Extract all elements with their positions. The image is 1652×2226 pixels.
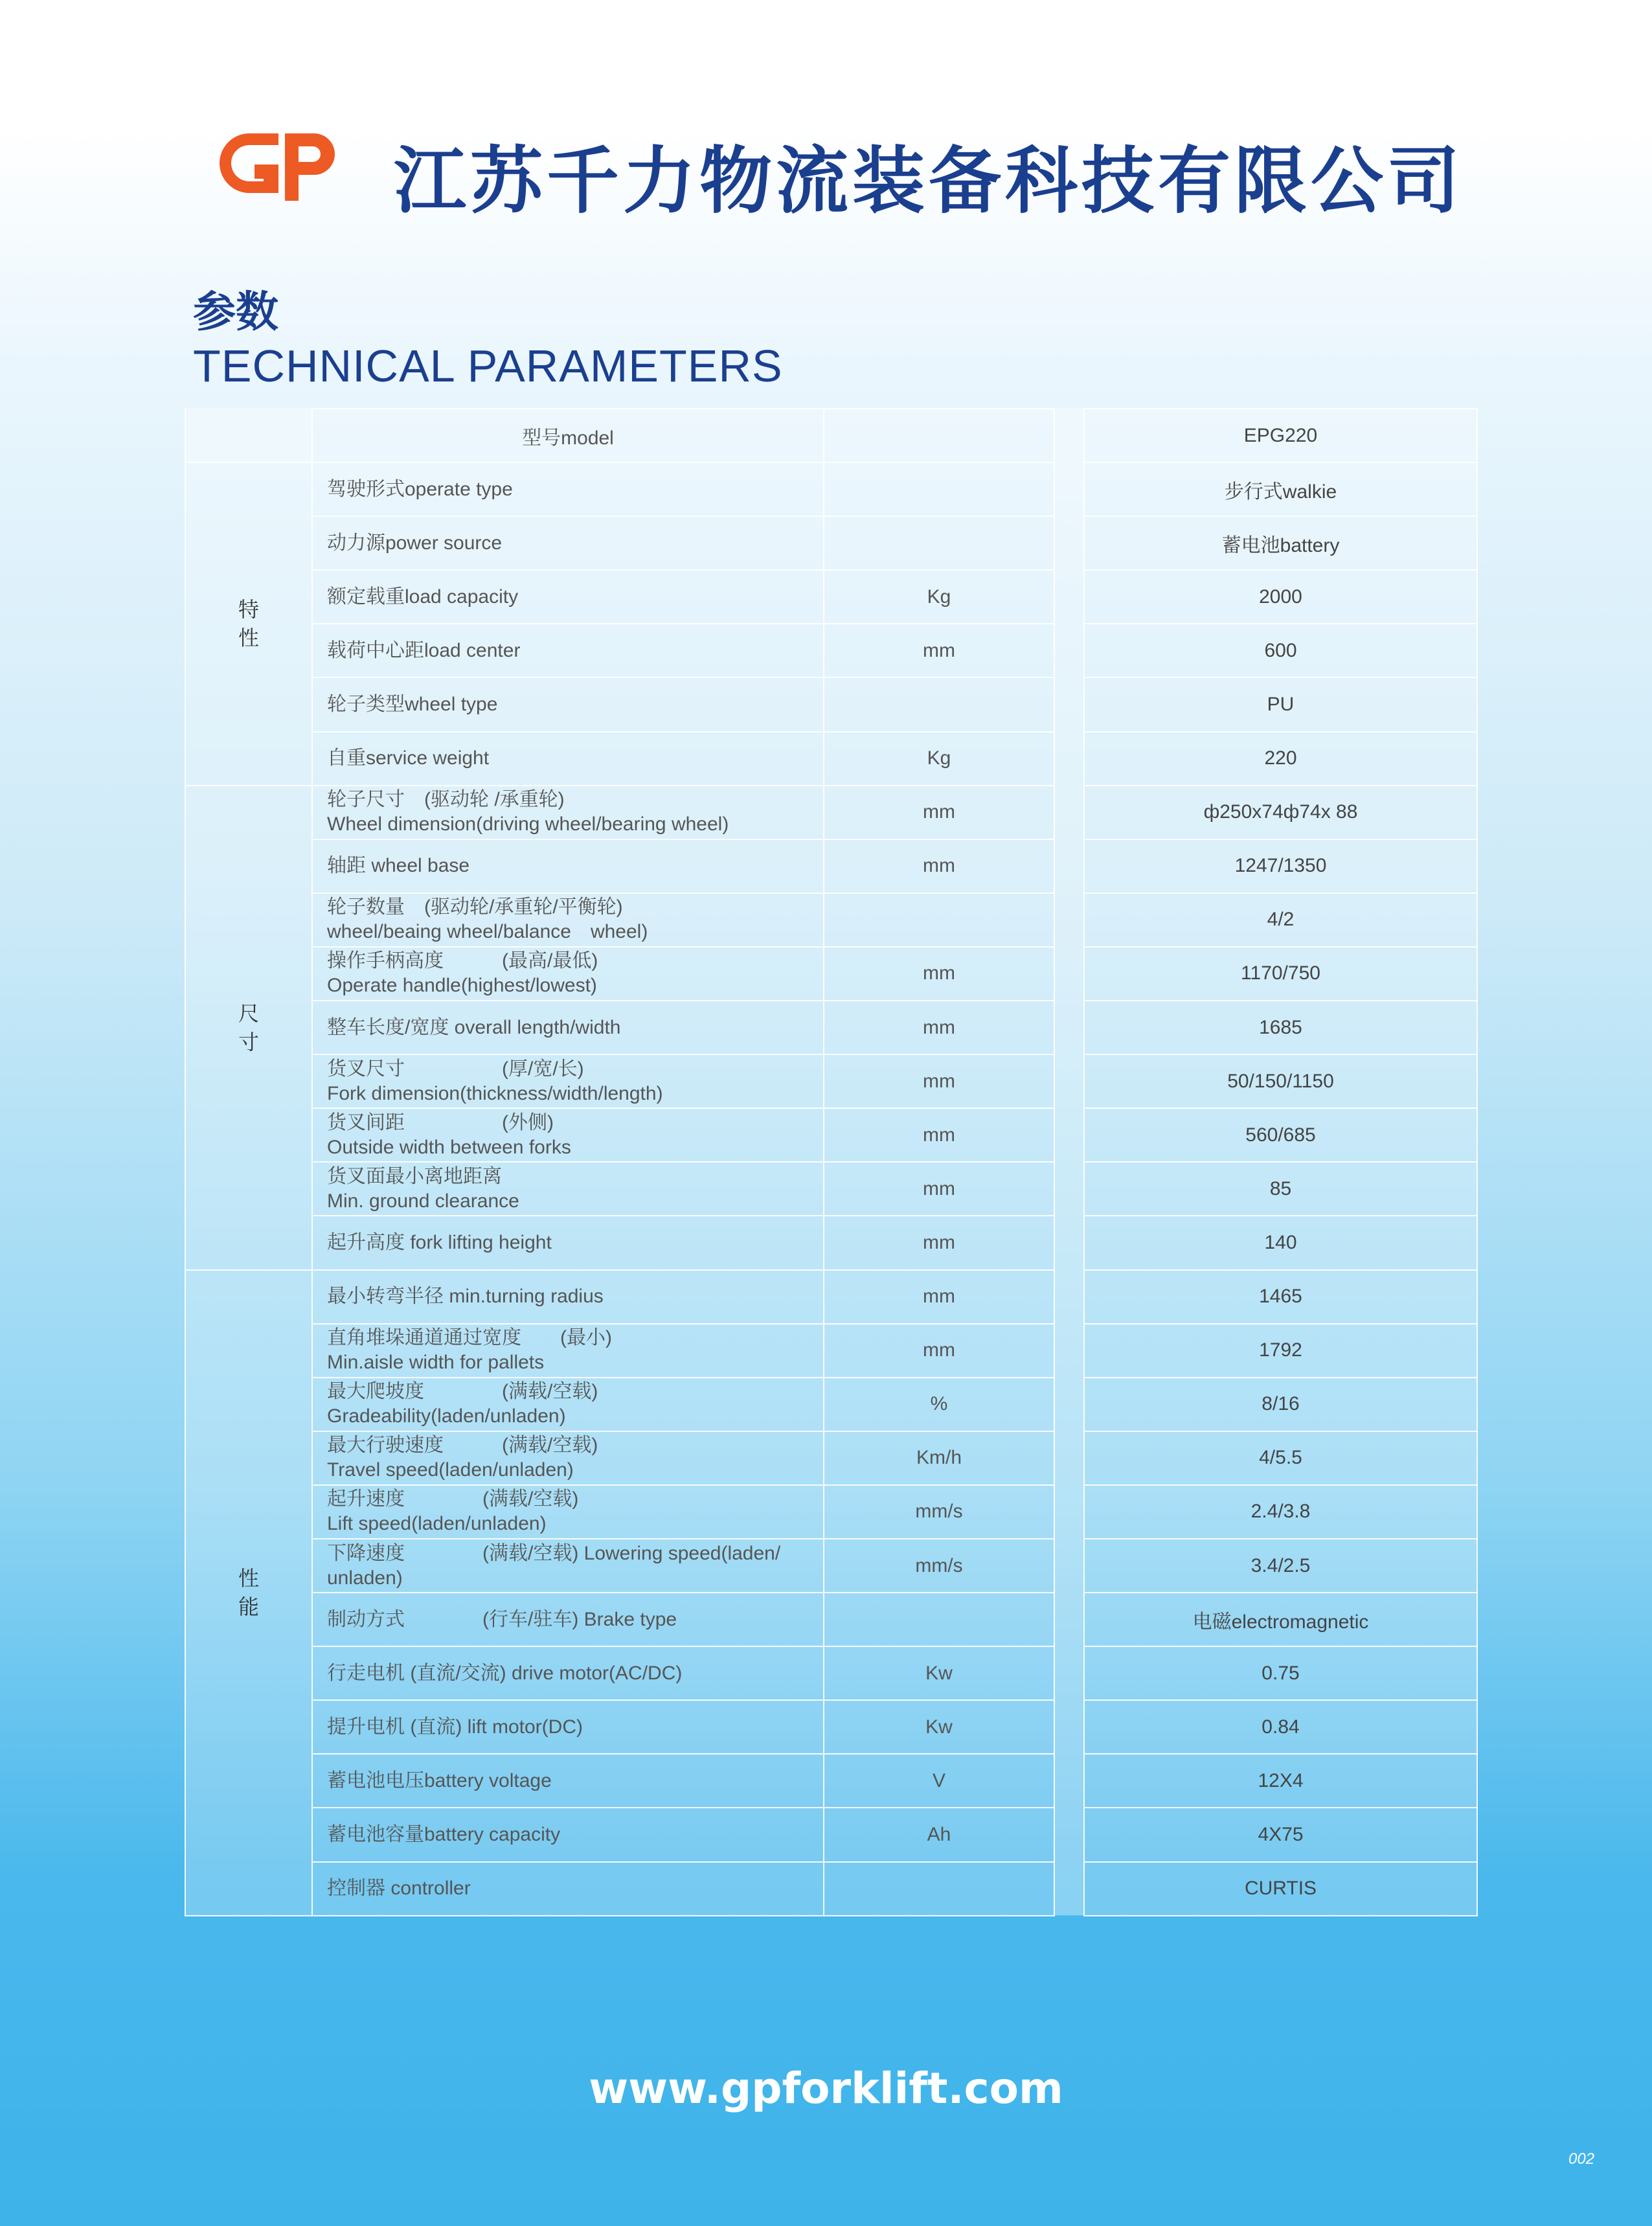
table-row	[185, 947, 1477, 1001]
unit-cell: mm	[824, 1324, 1054, 1378]
group-label: 性 能	[185, 1270, 312, 1916]
unit-cell: Kw	[824, 1700, 1054, 1754]
table-row	[185, 1700, 1477, 1754]
table-row	[185, 893, 1477, 947]
header-blank-cell	[185, 409, 312, 462]
unit-cell	[824, 893, 1054, 947]
spacer-cell	[1054, 1378, 1084, 1431]
value-cell: CURTIS	[1084, 1862, 1477, 1916]
table-row	[185, 839, 1477, 893]
spacer-cell	[1054, 516, 1084, 570]
param-cell: 载荷中心距load center	[312, 624, 824, 677]
value-cell: 600	[1084, 624, 1477, 677]
table-row	[185, 1431, 1477, 1485]
value-cell: 1465	[1084, 1270, 1477, 1324]
spacer-cell	[1054, 732, 1084, 786]
unit-cell: mm	[824, 1162, 1054, 1216]
spacer-cell	[1054, 1054, 1084, 1108]
table-row	[185, 1862, 1477, 1916]
unit-cell: V	[824, 1754, 1054, 1808]
param-cell: 操作手柄高度 (最高/最低) Operate handle(highest/lowest)	[312, 947, 824, 1001]
table-row	[185, 1108, 1477, 1162]
spacer-cell	[1054, 1808, 1084, 1861]
param-cell: 控制器 controller	[312, 1862, 824, 1916]
parameters-table	[185, 408, 1477, 1915]
table-row	[185, 677, 1477, 731]
param-cell: 自重service weight	[312, 732, 824, 786]
header-model-cell: EPG220	[1084, 409, 1477, 462]
value-cell: 140	[1084, 1216, 1477, 1269]
unit-cell	[824, 1862, 1054, 1916]
param-cell: 行走电机 (直流/交流) drive motor(AC/DC)	[312, 1646, 824, 1700]
heading-cn: 参数	[193, 287, 278, 337]
param-cell: 轮子类型wheel type	[312, 677, 824, 731]
param-cell: 轴距 wheel base	[312, 839, 824, 893]
spacer-cell	[1054, 839, 1084, 893]
param-cell: 整车长度/宽度 overall length/width	[312, 1001, 824, 1054]
unit-cell: %	[824, 1378, 1054, 1431]
spacer-cell	[1054, 1485, 1084, 1539]
spacer-cell	[1054, 893, 1084, 947]
param-cell: 起升速度 (满载/空载) Lift speed(laden/unladen)	[312, 1485, 824, 1539]
spacer-cell	[1054, 677, 1084, 731]
table-row	[185, 1270, 1477, 1324]
param-cell: 起升高度 fork lifting height	[312, 1216, 824, 1269]
spacer-cell	[1054, 1162, 1084, 1216]
unit-cell: Ah	[824, 1808, 1054, 1861]
unit-cell	[824, 1593, 1054, 1646]
table-row	[185, 1054, 1477, 1108]
spacer-cell	[1054, 1216, 1084, 1269]
table-row	[185, 732, 1477, 786]
unit-cell: mm	[824, 1216, 1054, 1269]
table-row	[185, 1324, 1477, 1378]
value-cell: 560/685	[1084, 1108, 1477, 1162]
value-cell: 1247/1350	[1084, 839, 1477, 893]
param-cell: 制动方式 (行车/驻车) Brake type	[312, 1593, 824, 1646]
value-cell: 电磁electromagnetic	[1084, 1593, 1477, 1646]
value-cell: 1792	[1084, 1324, 1477, 1378]
table-row	[185, 786, 1477, 839]
unit-cell	[824, 462, 1054, 516]
table-row	[185, 570, 1477, 624]
unit-cell: mm	[824, 624, 1054, 677]
table-row	[185, 1754, 1477, 1808]
unit-cell	[824, 677, 1054, 731]
spacer-cell	[1054, 570, 1084, 624]
unit-cell: mm	[824, 1270, 1054, 1324]
value-cell: 1685	[1084, 1001, 1477, 1054]
table-row	[185, 1216, 1477, 1269]
param-cell: 动力源power source	[312, 516, 824, 570]
unit-cell	[824, 516, 1054, 570]
table-row	[185, 1485, 1477, 1539]
param-cell: 额定载重load capacity	[312, 570, 824, 624]
unit-cell: Kw	[824, 1646, 1054, 1700]
unit-cell: mm/s	[824, 1539, 1054, 1593]
company-logo	[217, 128, 346, 206]
spacer-cell	[1054, 1754, 1084, 1808]
unit-cell: mm	[824, 1001, 1054, 1054]
unit-cell: mm	[824, 947, 1054, 1001]
table-row	[185, 516, 1477, 570]
spacer-cell	[1054, 1700, 1084, 1754]
value-cell: 步行式walkie	[1084, 462, 1477, 516]
spacer-cell	[1054, 1593, 1084, 1646]
page-number: 002	[1568, 2150, 1595, 2168]
spacer-cell	[1054, 1539, 1084, 1593]
group-label: 尺 寸	[185, 786, 312, 1270]
header-unit-cell	[824, 409, 1054, 462]
table-row	[185, 1539, 1477, 1593]
unit-cell: mm	[824, 1054, 1054, 1108]
param-cell: 驾驶形式operate type	[312, 462, 824, 516]
value-cell: 8/16	[1084, 1378, 1477, 1431]
spacer-cell	[1054, 1431, 1084, 1485]
table-row	[185, 1001, 1477, 1054]
value-cell: 4/2	[1084, 893, 1477, 947]
param-cell: 最小转弯半径 min.turning radius	[312, 1270, 824, 1324]
unit-cell: mm	[824, 1108, 1054, 1162]
spacer-cell	[1054, 1862, 1084, 1916]
value-cell: 2.4/3.8	[1084, 1485, 1477, 1539]
spacer-cell	[1054, 1324, 1084, 1378]
param-cell: 最大行驶速度 (满载/空载) Travel speed(laden/unladen)	[312, 1431, 824, 1485]
table-row	[185, 1162, 1477, 1216]
table-row	[185, 1808, 1477, 1861]
value-cell: ф250x74ф74x 88	[1084, 786, 1477, 839]
company-name: 江苏千力物流装备科技有限公司	[394, 139, 1464, 223]
header-param-cell: 型号model	[312, 409, 824, 462]
spacer-cell	[1054, 1646, 1084, 1700]
unit-cell: mm	[824, 839, 1054, 893]
unit-cell: Km/h	[824, 1431, 1054, 1485]
value-cell: 0.75	[1084, 1646, 1477, 1700]
value-cell: 4X75	[1084, 1808, 1477, 1861]
value-cell: 220	[1084, 732, 1477, 786]
value-cell: 4/5.5	[1084, 1431, 1477, 1485]
table-row	[185, 1646, 1477, 1700]
spacer-cell	[1054, 409, 1084, 462]
unit-cell: Kg	[824, 732, 1054, 786]
unit-cell: mm/s	[824, 1485, 1054, 1539]
spacer-cell	[1054, 1108, 1084, 1162]
value-cell: 蓄电池battery	[1084, 516, 1477, 570]
unit-cell: mm	[824, 786, 1054, 839]
value-cell: 12X4	[1084, 1754, 1477, 1808]
value-cell: 0.84	[1084, 1700, 1477, 1754]
param-cell: 直角堆垛通道通过宽度 (最小) Min.aisle width for pallets	[312, 1324, 824, 1378]
param-cell: 轮子数量 (驱动轮/承重轮/平衡轮) wheel/beaing wheel/balance wheel)	[312, 893, 824, 947]
param-cell: 蓄电池容量battery capacity	[312, 1808, 824, 1861]
table-row	[185, 1378, 1477, 1431]
value-cell: 3.4/2.5	[1084, 1539, 1477, 1593]
spacer-cell	[1054, 786, 1084, 839]
table-row	[185, 462, 1477, 516]
param-cell: 最大爬坡度 (满载/空载) Gradeability(laden/unladen)	[312, 1378, 824, 1431]
spacer-cell	[1054, 624, 1084, 677]
param-cell: 提升电机 (直流) lift motor(DC)	[312, 1700, 824, 1754]
table-row	[185, 1593, 1477, 1646]
value-cell: 1170/750	[1084, 947, 1477, 1001]
spacer-cell	[1054, 462, 1084, 516]
value-cell: 50/150/1150	[1084, 1054, 1477, 1108]
spacer-cell	[1054, 1270, 1084, 1324]
heading-en: TECHNICAL PARAMETERS	[193, 341, 783, 391]
value-cell: PU	[1084, 677, 1477, 731]
value-cell: 2000	[1084, 570, 1477, 624]
value-cell: 85	[1084, 1162, 1477, 1216]
table-header-row	[185, 409, 1477, 462]
spacer-cell	[1054, 1001, 1084, 1054]
website-url: www.gpforklift.com	[589, 2063, 1063, 2113]
group-label: 特 性	[185, 462, 312, 786]
param-cell: 货叉面最小离地距离 Min. ground clearance	[312, 1162, 824, 1216]
param-cell: 轮子尺寸 (驱动轮 /承重轮) Wheel dimension(driving wheel/bearing wheel)	[312, 786, 824, 839]
spacer-cell	[1054, 947, 1084, 1001]
param-cell: 货叉尺寸 (厚/宽/长) Fork dimension(thickness/width/length)	[312, 1054, 824, 1108]
param-cell: 蓄电池电压battery voltage	[312, 1754, 824, 1808]
unit-cell: Kg	[824, 570, 1054, 624]
param-cell: 货叉间距 (外侧) Outside width between forks	[312, 1108, 824, 1162]
table-row	[185, 624, 1477, 677]
param-cell: 下降速度 (满载/空载) Lowering speed(laden/ unladen)	[312, 1539, 824, 1593]
